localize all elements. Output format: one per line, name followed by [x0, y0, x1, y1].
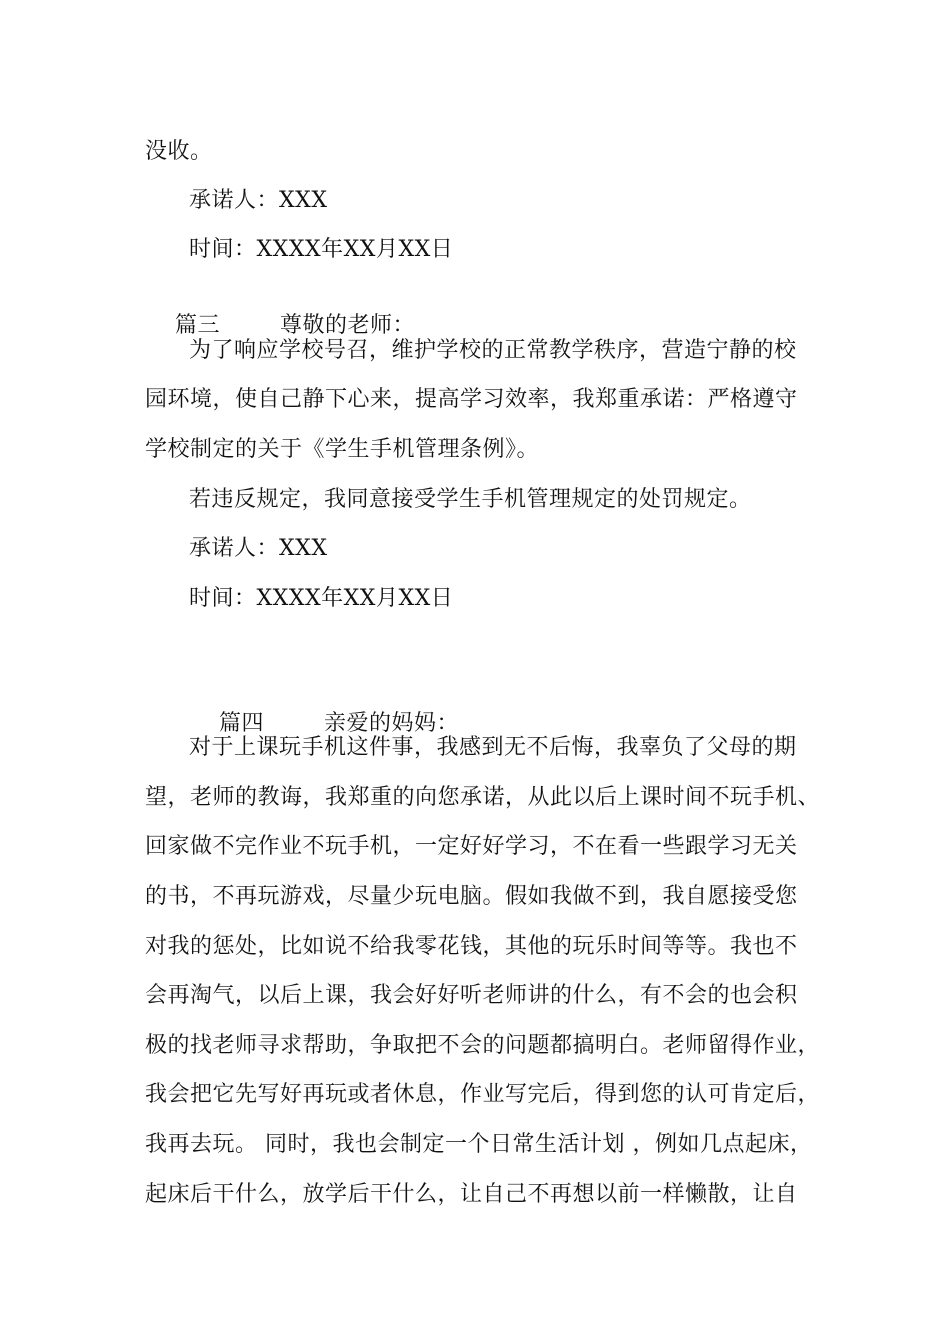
salutation: 尊敬的老师： [280, 313, 416, 338]
closing-text: 没收。 [145, 139, 213, 164]
paragraph-line: 园环境，使自己静下心来，提高学习效率，我郑重承诺：严格遵守 [145, 387, 798, 412]
signer-line: 承诺人：XXX [189, 536, 328, 561]
section-label: 篇四 [218, 711, 264, 736]
paragraph-line: 我再去玩。 同时，我也会制定一个日常生活计划 ，例如几点起床， [145, 1132, 813, 1157]
paragraph-line: 对我的惩处，比如说不给我零花钱，其他的玩乐时间等等。我也不 [145, 934, 798, 959]
section-label: 篇三 [174, 313, 220, 338]
date-line: 时间：XXXX年XX月XX日 [189, 586, 454, 611]
paragraph-line: 我会把它先写好再玩或者休息，作业写完后，得到您的认可肯定后， [145, 1082, 821, 1107]
paragraph-line: 的书，不再玩游戏，尽量少玩电脑。假如我做不到，我自愿接受您 [145, 884, 798, 909]
signer-line: 承诺人：XXX [189, 188, 328, 213]
paragraph-line: 会再淘气，以后上课，我会好好听老师讲的什么，有不会的也会积 [145, 983, 798, 1008]
date-line: 时间：XXXX年XX月XX日 [189, 237, 454, 262]
paragraph-line: 回家做不完作业不玩手机，一定好好学习，不在看一些跟学习无关 [145, 834, 798, 859]
paragraph-line: 学校制定的关于《学生手机管理条例》。 [145, 437, 540, 462]
paragraph-line: 若违反规定，我同意接受学生手机管理规定的处罚规定。 [189, 487, 752, 512]
paragraph-line: 为了响应学校号召，维护学校的正常教学秩序，营造宁静的校 [189, 338, 797, 363]
paragraph-line: 望，老师的教诲，我郑重的向您承诺，从此以后上课时间不玩手机、 [145, 785, 821, 810]
paragraph-line: 极的找老师寻求帮助，争取把不会的问题都搞明白。老师留得作业， [145, 1033, 821, 1058]
paragraph-line: 对于上课玩手机这件事，我感到无不后悔，我辜负了父母的期 [189, 735, 797, 760]
salutation: 亲爱的妈妈： [324, 711, 460, 736]
paragraph-line: 起床后干什么，放学后干什么，让自己不再想以前一样懒散，让自 [145, 1182, 798, 1207]
